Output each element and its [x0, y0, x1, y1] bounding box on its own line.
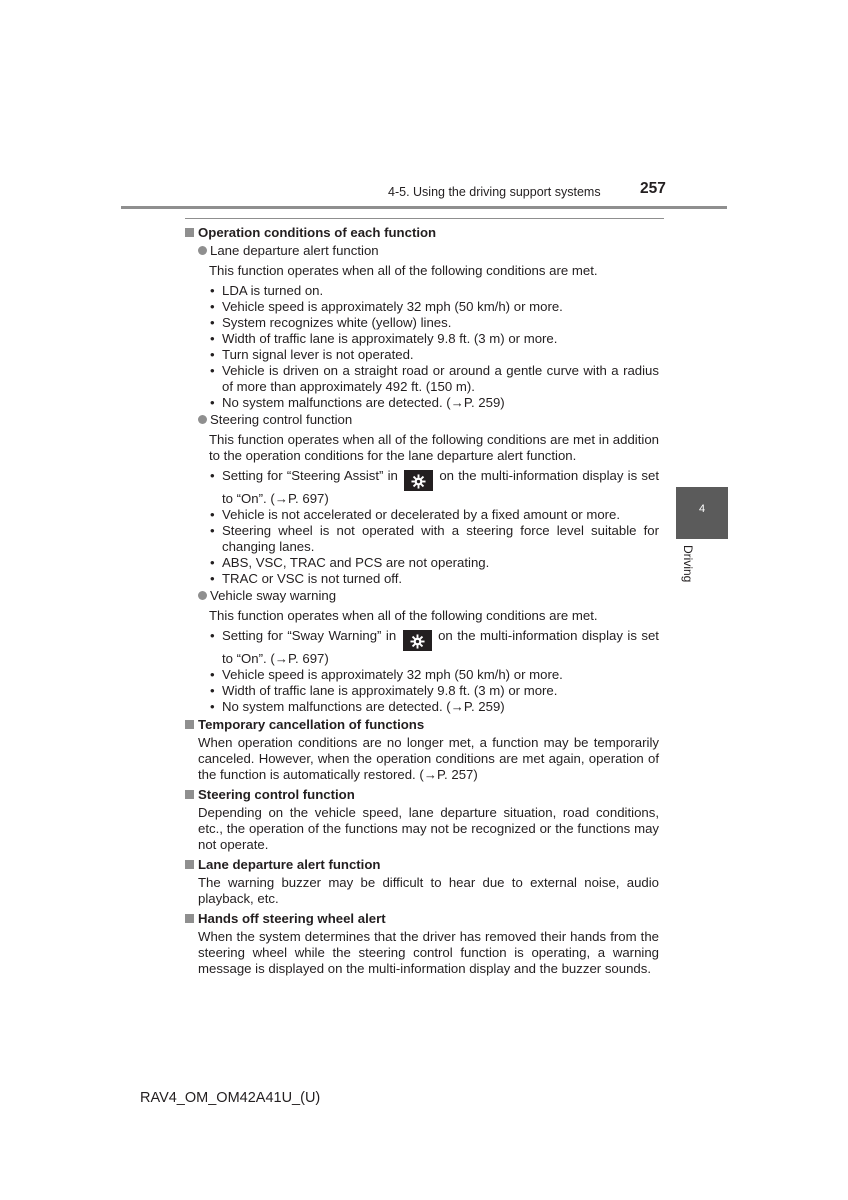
- list-item: • No system malfunctions are detected. (→P. 259): [209, 699, 659, 715]
- section-heading: [185, 225, 659, 241]
- subheading-text: Lane departure alert function: [210, 243, 379, 258]
- body-text: When the system determines that the driver has removed their hands from the steering wheel while the steering control function is operating, a warning message is displayed on the multi-information display and the buzzer sounds.: [198, 929, 659, 976]
- section-heading: [185, 717, 659, 733]
- body-text: Depending on the vehicle speed, lane departure situation, road conditions, etc., the operation of the functions may not be recognized or the functions may not operate.: [198, 805, 659, 852]
- square-bullet-icon: [185, 914, 194, 923]
- intro-text: This function operates when all of the following conditions are met in addition to the operation conditions for the lane departure alert function.: [209, 432, 659, 463]
- list-item: • Vehicle speed is approximately 32 mph (50 km/h) or more.: [209, 299, 659, 315]
- section-title: 4-5. Using the driving support systems: [388, 185, 601, 199]
- body-text: The warning buzzer may be difficult to hear due to external noise, audio playback, etc.: [198, 875, 659, 906]
- intro-text: This function operates when all of the following conditions are met.: [209, 608, 598, 623]
- settings-gear-icon: [403, 630, 432, 651]
- subheading-text: Steering control function: [210, 412, 353, 427]
- condition-list: [209, 283, 659, 411]
- list-item: • System recognizes white (yellow) lines.: [209, 315, 659, 331]
- heading-text: Operation conditions of each function: [198, 225, 437, 240]
- subsection-heading: [198, 243, 659, 259]
- circle-bullet-icon: [198, 591, 207, 600]
- heading-text: Hands off steering wheel alert: [198, 911, 386, 926]
- square-bullet-icon: [185, 790, 194, 799]
- section-heading: [185, 911, 659, 927]
- list-item: • Steering wheel is not operated with a steering force level suitable for changing lanes.: [209, 523, 659, 555]
- list-item: • No system malfunctions are detected. (→P. 259): [209, 395, 659, 411]
- content-divider: [185, 218, 664, 219]
- square-bullet-icon: [185, 720, 194, 729]
- section-heading: [185, 787, 659, 803]
- section-heading: [185, 857, 659, 873]
- list-item: • TRAC or VSC is not turned off.: [209, 571, 659, 587]
- header-divider: [121, 206, 727, 209]
- circle-bullet-icon: [198, 415, 207, 424]
- list-item: • Width of traffic lane is approximately 9.8 ft. (3 m) or more.: [209, 683, 659, 699]
- setting-text-after: on the multi-information display is set to “On”. (→P. 697): [222, 628, 659, 666]
- heading-text: Temporary cancellation of functions: [198, 717, 425, 732]
- list-item: • Width of traffic lane is approximately 9.8 ft. (3 m) or more.: [209, 331, 659, 347]
- list-item: [209, 468, 659, 507]
- square-bullet-icon: [185, 228, 194, 237]
- subsection-heading: [198, 588, 659, 604]
- heading-text: Steering control function: [198, 787, 355, 802]
- list-item: • Vehicle is not accelerated or decelerated by a fixed amount or more.: [209, 507, 659, 523]
- list-item: • Vehicle is driven on a straight road or around a gentle curve with a radius of more than approximately 492 ft. (150 m).: [209, 363, 659, 395]
- circle-bullet-icon: [198, 246, 207, 255]
- setting-text-before: Setting for “Steering Assist” in: [222, 468, 398, 483]
- document-code: RAV4_OM_OM42A41U_(U): [140, 1090, 321, 1106]
- subsection-heading: [198, 412, 659, 428]
- setting-text-before: Setting for “Sway Warning” in: [222, 628, 397, 643]
- condition-list: [209, 628, 659, 715]
- page-content: [185, 225, 659, 977]
- list-item: • Vehicle speed is approximately 32 mph (50 km/h) or more.: [209, 667, 659, 683]
- heading-text: Lane departure alert function: [198, 857, 381, 872]
- list-item: [209, 628, 659, 667]
- list-item: • LDA is turned on.: [209, 283, 659, 299]
- page-number: 257: [640, 180, 666, 197]
- settings-gear-icon: [404, 470, 433, 491]
- chapter-tab[interactable]: [676, 487, 728, 539]
- chapter-number: 4: [698, 503, 706, 515]
- condition-list: [209, 468, 659, 587]
- square-bullet-icon: [185, 860, 194, 869]
- subheading-text: Vehicle sway warning: [210, 588, 337, 603]
- chapter-label: Driving: [681, 545, 695, 583]
- body-text: When operation conditions are no longer met, a function may be temporarily canceled. However, when the operation conditions are met again, operation of the function is automatically restored. (→P. 257): [198, 735, 659, 782]
- list-item: • ABS, VSC, TRAC and PCS are not operating.: [209, 555, 659, 571]
- list-item: • Turn signal lever is not operated.: [209, 347, 659, 363]
- intro-text: This function operates when all of the following conditions are met.: [209, 263, 598, 278]
- setting-text-after: on the multi-information display is set to “On”. (→P. 697): [222, 468, 659, 506]
